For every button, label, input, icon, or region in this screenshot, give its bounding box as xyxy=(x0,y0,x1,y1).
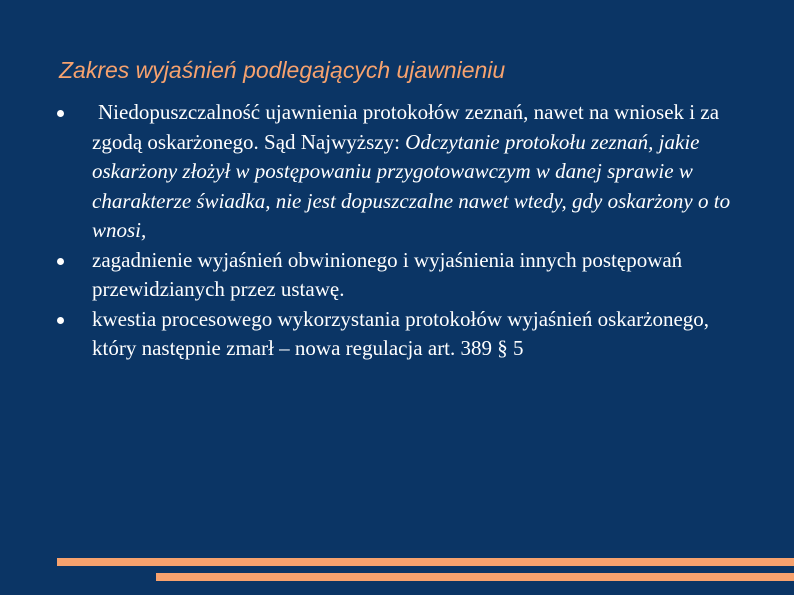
bullet-text: kwestia procesowego wykorzystania protokołów wyjaśnień oskarżonego, który następnie zmarł – nowa regulacja art. 389 § 5 xyxy=(92,306,710,360)
bullet-text: zagadnienie wyjaśnień obwinionego i wyjaśnienia innych postępowań przewidzianych przez ustawę. xyxy=(92,247,683,301)
bullet-item-3 xyxy=(57,305,747,364)
bullet-dot-icon xyxy=(57,110,64,117)
bullet-text: Niedopuszczalność ujawnienia protokołów zeznań, nawet na wniosek i za zgodą oskarżonego. Sąd Najwyższy: xyxy=(92,100,720,154)
bullet-list xyxy=(57,98,747,364)
decorative-bar-top xyxy=(57,558,794,566)
bullet-item-2 xyxy=(57,246,747,305)
court-quote: Odczytanie protokołu zeznań, jakie oskarżony złożył w postępowaniu przygotowawczym w danej sprawie w charakterze świadka, nie jest dopuszczalne nawet wtedy, gdy oskarżony o to wnosi, xyxy=(92,129,731,242)
bullet-item-1 xyxy=(57,98,747,246)
bullet-dot-icon xyxy=(57,317,64,324)
decorative-bar-bottom xyxy=(156,573,794,581)
slide-title: Zakres wyjaśnień podlegających ujawnieniu xyxy=(59,57,506,83)
bullet-dot-icon xyxy=(57,258,64,265)
